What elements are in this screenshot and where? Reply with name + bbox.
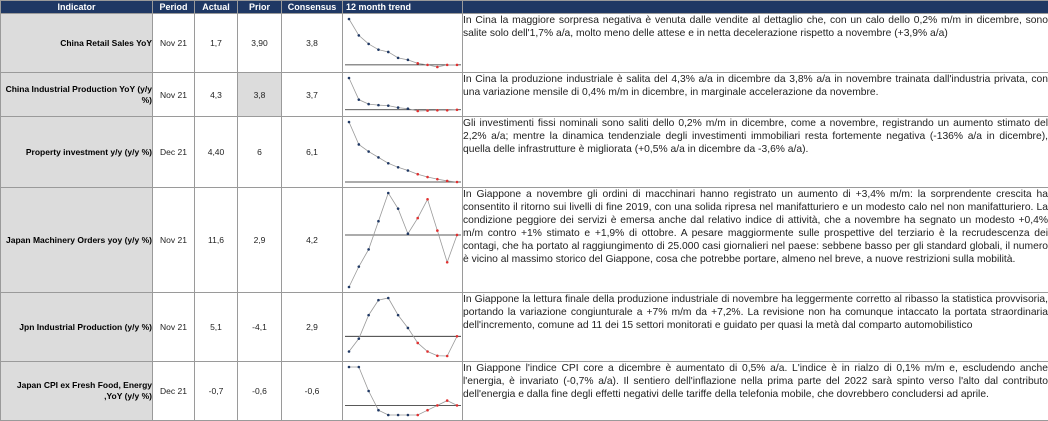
sparkline-point: [407, 59, 410, 62]
header-row: [1, 1, 1048, 14]
sparkline-point: [377, 48, 380, 51]
sparkline-point: [446, 180, 449, 183]
header-consensus: Consensus: [282, 1, 343, 14]
header-actual: Actual: [195, 1, 238, 14]
prior-cell: 6: [238, 117, 282, 188]
sparkline-point: [397, 207, 400, 210]
sparkline-cell: [343, 117, 463, 188]
sparkline-cell: [343, 14, 463, 73]
period-cell: Nov 21: [153, 14, 195, 73]
sparkline-point: [367, 103, 370, 106]
actual-cell: 4,3: [195, 73, 238, 117]
comment-cell: [463, 362, 1048, 421]
header-comment: [463, 1, 1048, 14]
period-cell: Nov 21: [153, 188, 195, 293]
consensus-cell: 3,7: [282, 73, 343, 117]
comment-text: In Cina la maggiore sorpresa negativa è venuta dalle vendite al dettaglio che, con un calo dello 0,2% m/m in dicembre, sono salite solo dell'1,7% a/a, molto meno delle attese e in netta decelerazione rispetto a novembre (+3,9% a/a): [463, 14, 1048, 40]
consensus-cell: 2,9: [282, 293, 343, 362]
comment-text: In Cina la produzione industriale è salita del 4,3% a/a in dicembre da 3,8% a/a in novembre trainata dall'industria privata, con una variazione mensile di 0,4% m/m in dicembre, in marginale accelerazione da novembre.: [463, 73, 1048, 99]
sparkline-chart: [343, 14, 463, 72]
sparkline-point: [446, 261, 449, 264]
consensus-cell: 4,2: [282, 188, 343, 293]
sparkline-point: [367, 150, 370, 153]
sparkline-point: [377, 299, 380, 302]
sparkline-point: [416, 342, 419, 345]
header-prior: Prior: [238, 1, 282, 14]
sparkline-point: [358, 265, 361, 268]
sparkline-point: [387, 192, 390, 195]
actual-cell: 1,7: [195, 14, 238, 73]
sparkline-point: [358, 98, 361, 101]
indicator-name: Jpn Industrial Production (y/y %): [1, 293, 153, 362]
sparkline-point: [407, 107, 410, 110]
period-cell: Nov 21: [153, 73, 195, 117]
sparkline-point: [358, 366, 361, 369]
sparkline-point: [407, 414, 410, 417]
sparkline-series: [349, 298, 457, 356]
sparkline-point: [456, 181, 459, 184]
sparkline-point: [377, 409, 380, 412]
sparkline-point: [426, 409, 429, 412]
sparkline-series: [349, 367, 457, 415]
sparkline-point: [387, 297, 390, 300]
sparkline-point: [367, 248, 370, 251]
indicator-name: China Retail Sales YoY: [1, 14, 153, 73]
header-trend: 12 month trend: [343, 1, 463, 14]
sparkline-point: [426, 176, 429, 179]
sparkline-point: [426, 350, 429, 353]
sparkline-point: [348, 366, 351, 369]
sparkline-point: [367, 43, 370, 46]
sparkline-point: [367, 314, 370, 317]
sparkline-point: [348, 18, 351, 21]
actual-cell: -0,7: [195, 362, 238, 421]
comment-text: In Giappone la lettura finale della produzione industriale di novembre ha leggermente corretto al ribasso la statistica provvisoria, portando la variazione congiunturale a +7% m/m da +7,2%. La revisione non ha comunque intaccato la portata straordinaria dell'incremento, comune ad 11 dei 15 settori monitorati e guidato per quasi la metà dal comparto automobilistico: [463, 293, 1048, 332]
sparkline-point: [426, 64, 429, 67]
sparkline-point: [397, 106, 400, 109]
actual-cell: 5,1: [195, 293, 238, 362]
sparkline-point: [416, 217, 419, 220]
sparkline-point: [397, 314, 400, 317]
sparkline-point: [416, 414, 419, 417]
sparkline-chart: [343, 73, 463, 116]
table-row: [1, 73, 1048, 117]
sparkline-point: [377, 220, 380, 223]
header-period: Period: [153, 1, 195, 14]
comment-cell: [463, 14, 1048, 73]
prior-cell: 2,9: [238, 188, 282, 293]
sparkline-cell: [343, 362, 463, 421]
indicator-name: China Industrial Production YoY (y/y %): [1, 73, 153, 117]
table-row: [1, 117, 1048, 188]
indicator-name: Japan CPI ex Fresh Food, Energy ,YoY (y/y %): [1, 362, 153, 421]
sparkline-point: [456, 234, 459, 237]
sparkline-point: [456, 64, 459, 67]
indicator-name: Property investment y/y (y/y %): [1, 117, 153, 188]
comment-cell: [463, 117, 1048, 188]
sparkline-point: [387, 104, 390, 107]
sparkline-point: [377, 104, 380, 107]
sparkline-point: [348, 121, 351, 124]
comment-cell: [463, 293, 1048, 362]
sparkline-point: [348, 286, 351, 289]
sparkline-point: [407, 327, 410, 330]
sparkline-point: [446, 355, 449, 358]
actual-cell: 4,40: [195, 117, 238, 188]
sparkline-point: [436, 404, 439, 407]
sparkline-point: [456, 335, 459, 338]
prior-cell: 3,90: [238, 14, 282, 73]
sparkline-point: [416, 173, 419, 176]
sparkline-chart: [343, 188, 463, 292]
sparkline-point: [426, 198, 429, 201]
sparkline-point: [416, 62, 419, 65]
sparkline-chart: [343, 293, 463, 361]
period-cell: Nov 21: [153, 293, 195, 362]
sparkline-point: [348, 77, 351, 80]
prior-cell: -0,6: [238, 362, 282, 421]
sparkline-point: [446, 109, 449, 112]
sparkline-point: [358, 143, 361, 146]
table-row: [1, 362, 1048, 421]
sparkline-point: [348, 350, 351, 353]
sparkline-chart: [343, 362, 463, 420]
sparkline-series: [349, 122, 457, 182]
sparkline-chart: [343, 117, 463, 187]
sparkline-point: [358, 34, 361, 37]
period-cell: Dec 21: [153, 362, 195, 421]
prior-cell: 3,8: [238, 73, 282, 117]
sparkline-cell: [343, 73, 463, 117]
sparkline-point: [358, 337, 361, 340]
sparkline-point: [397, 414, 400, 417]
sparkline-point: [436, 109, 439, 112]
sparkline-cell: [343, 293, 463, 362]
table-row: [1, 293, 1048, 362]
comment-text: In Giappone l'indice CPI core a dicembre è aumentato di 0,5% a/a. L'indice è in rialzo di 0,1% m/m e, escludendo anche l'energia, è invariato (-0,7% a/a). Il sentiero dell'inflazione nella prima parte del 2022 sarà spinto verso l'alto dal contributo dell'energia e dalla fine degli effetti negativi delle tariffe della telefonia mobile, che dovrebbero concludersi ad aprile.: [463, 362, 1048, 401]
comment-cell: [463, 188, 1048, 293]
sparkline-point: [426, 109, 429, 112]
comment-text: Gli investimenti fissi nominali sono saliti dello 0,2% m/m in dicembre, come a novembre, registrando un aumento stimato del 2,2% a/a; mentre la dinamica tendenziale degli investimenti immobiliari resta fortemente negativa (-136% a/a in dicembre), quella delle infrastrutture è migliorata (+0,5% a/a in dicembre da -3,6% a/a).: [463, 117, 1048, 156]
sparkline-point: [446, 64, 449, 67]
sparkline-point: [446, 399, 449, 402]
sparkline-point: [397, 57, 400, 60]
period-cell: Dec 21: [153, 117, 195, 188]
comment-text: In Giappone a novembre gli ordini di macchinari hanno registrato un aumento di +3,4% m/m: la sorprendente crescita ha consentito il ritorno sui livelli di fine 2019, con una solida ripresa nel manifatturiero e un modesto calo nel non manifatturiero. La condizione peggiore dei servizi è emersa anche dal relativo indice di attività, che a novembre ha segnato un modesto +0,4% m/m contro +1% stimato e +1,9% di ottobre. A pesare maggiormente sulle prospettive del terziario è la recrudescenza dei contagi, che ha portato al raggiungimento di 25.000 casi giornalieri nel paese: sebbene basso per gli standard globali, il numero è vicino al massimo storico del Giappone, cosa che potrebbe portare, almeno nel breve, a nuove restrizioni sulla mobilità.: [463, 188, 1048, 266]
sparkline-point: [387, 51, 390, 54]
sparkline-series: [349, 78, 457, 111]
comment-cell: [463, 73, 1048, 117]
consensus-cell: 3,8: [282, 14, 343, 73]
sparkline-point: [407, 169, 410, 172]
sparkline-point: [436, 66, 439, 69]
sparkline-point: [436, 178, 439, 181]
sparkline-point: [387, 162, 390, 165]
sparkline-series: [349, 193, 457, 287]
consensus-cell: -0,6: [282, 362, 343, 421]
sparkline-point: [407, 232, 410, 235]
sparkline-series: [349, 19, 457, 67]
table-row: [1, 14, 1048, 73]
sparkline-point: [397, 166, 400, 169]
prior-cell: -4,1: [238, 293, 282, 362]
sparkline-point: [416, 110, 419, 113]
sparkline-point: [377, 156, 380, 159]
sparkline-point: [436, 354, 439, 357]
sparkline-point: [456, 404, 459, 407]
sparkline-point: [387, 414, 390, 417]
header-indicator: Indicator: [1, 1, 153, 14]
sparkline-point: [436, 229, 439, 232]
sparkline-point: [456, 108, 459, 111]
sparkline-point: [367, 390, 370, 393]
consensus-cell: 6,1: [282, 117, 343, 188]
table-row: [1, 188, 1048, 293]
actual-cell: 11,6: [195, 188, 238, 293]
sparkline-cell: [343, 188, 463, 293]
indicator-name: Japan Machinery Orders yoy (y/y %): [1, 188, 153, 293]
